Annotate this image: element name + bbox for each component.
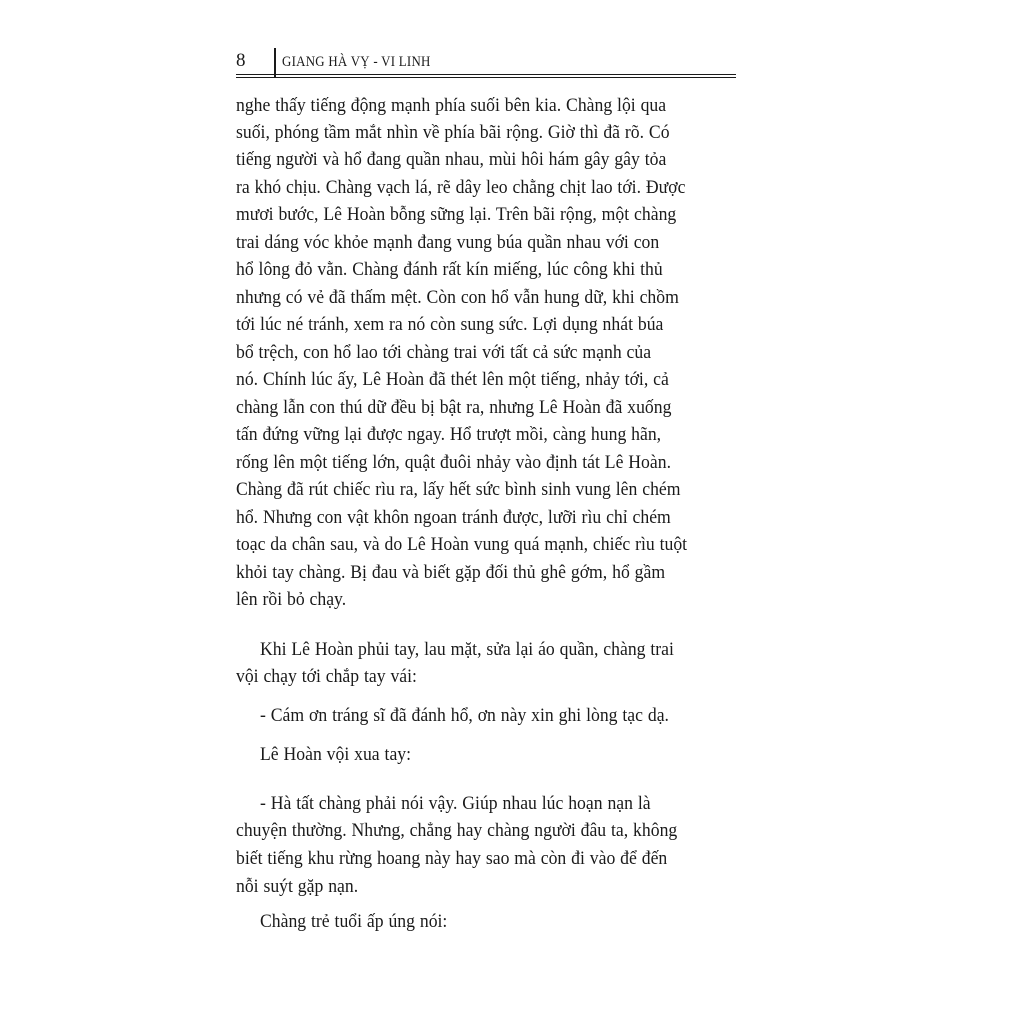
running-title: GIANG HÀ VỴ - VI LINH bbox=[282, 54, 431, 70]
text-line: Khi Lê Hoàn phủi tay, lau mặt, sửa lại áo quần, chàng trai bbox=[260, 639, 674, 660]
text-line: tới lúc né tránh, xem ra nó còn sung sức. Lợi dụng nhát búa bbox=[236, 314, 664, 335]
text-line: hổ lông đỏ vằn. Chàng đánh rất kín miếng, lúc công khi thủ bbox=[236, 259, 663, 280]
text-line: Lê Hoàn vội xua tay: bbox=[260, 744, 412, 765]
text-line: vội chạy tới chắp tay vái: bbox=[236, 666, 417, 687]
text-line: nó. Chính lúc ấy, Lê Hoàn đã thét lên một tiếng, nhảy tới, cả bbox=[236, 369, 669, 390]
running-head bbox=[236, 48, 736, 78]
text-line: - Hà tất chàng phải nói vậy. Giúp nhau lúc hoạn nạn là bbox=[260, 793, 651, 814]
text-line: bổ trệch, con hổ lao tới chàng trai với tất cả sức mạnh của bbox=[236, 342, 652, 363]
text-line: ra khó chịu. Chàng vạch lá, rẽ dây leo chằng chịt lao tới. Được bbox=[236, 177, 686, 198]
text-line: Chàng trẻ tuổi ấp úng nói: bbox=[260, 911, 448, 932]
text-line: nỗi suýt gặp nạn. bbox=[236, 876, 359, 897]
text-line: lên rồi bỏ chạy. bbox=[236, 589, 347, 610]
text-line: rống lên một tiếng lớn, quật đuôi nhảy vào định tát Lê Hoàn. bbox=[236, 452, 671, 473]
text-line: hổ. Nhưng con vật khôn ngoan tránh được, lưỡi rìu chỉ chém bbox=[236, 507, 671, 528]
text-line: nghe thấy tiếng động mạnh phía suối bên kia. Chàng lội qua bbox=[236, 95, 667, 116]
text-line: nhưng có vẻ đã thấm mệt. Còn con hổ vẫn hung dữ, khi chồm bbox=[236, 287, 679, 308]
text-line: mươi bước, Lê Hoàn bỗng sững lại. Trên bãi rộng, một chàng bbox=[236, 204, 677, 225]
text-line: biết tiếng khu rừng hoang này hay sao mà còn đi vào để đến bbox=[236, 848, 668, 869]
text-line: toạc da chân sau, và do Lê Hoàn vung quá mạnh, chiếc rìu tuột bbox=[236, 534, 688, 555]
text-line: - Cám ơn tráng sĩ đã đánh hổ, ơn này xin ghi lòng tạc dạ. bbox=[260, 705, 669, 726]
header-separator bbox=[274, 48, 276, 77]
text-line: Chàng đã rút chiếc rìu ra, lấy hết sức bình sinh vung lên chém bbox=[236, 479, 681, 500]
text-line: chuyện thường. Nhưng, chẳng hay chàng người đâu ta, không bbox=[236, 820, 678, 841]
text-line: khỏi tay chàng. Bị đau và biết gặp đối thủ ghê gớm, hổ gầm bbox=[236, 562, 666, 583]
text-line: suối, phóng tầm mắt nhìn về phía bãi rộng. Giờ thì đã rõ. Có bbox=[236, 122, 670, 143]
text-line: tiếng người và hổ đang quần nhau, mùi hôi hám gây gây tỏa bbox=[236, 149, 667, 170]
page-number: 8 bbox=[236, 50, 246, 71]
text-line: trai dáng vóc khỏe mạnh đang vung búa quần nhau với con bbox=[236, 232, 660, 253]
header-rule bbox=[236, 74, 736, 78]
text-line: chàng lẫn con thú dữ đều bị bật ra, nhưng Lê Hoàn đã xuống bbox=[236, 397, 672, 418]
text-line: tấn đứng vững lại được ngay. Hổ trượt mồi, càng hung hãn, bbox=[236, 424, 662, 445]
